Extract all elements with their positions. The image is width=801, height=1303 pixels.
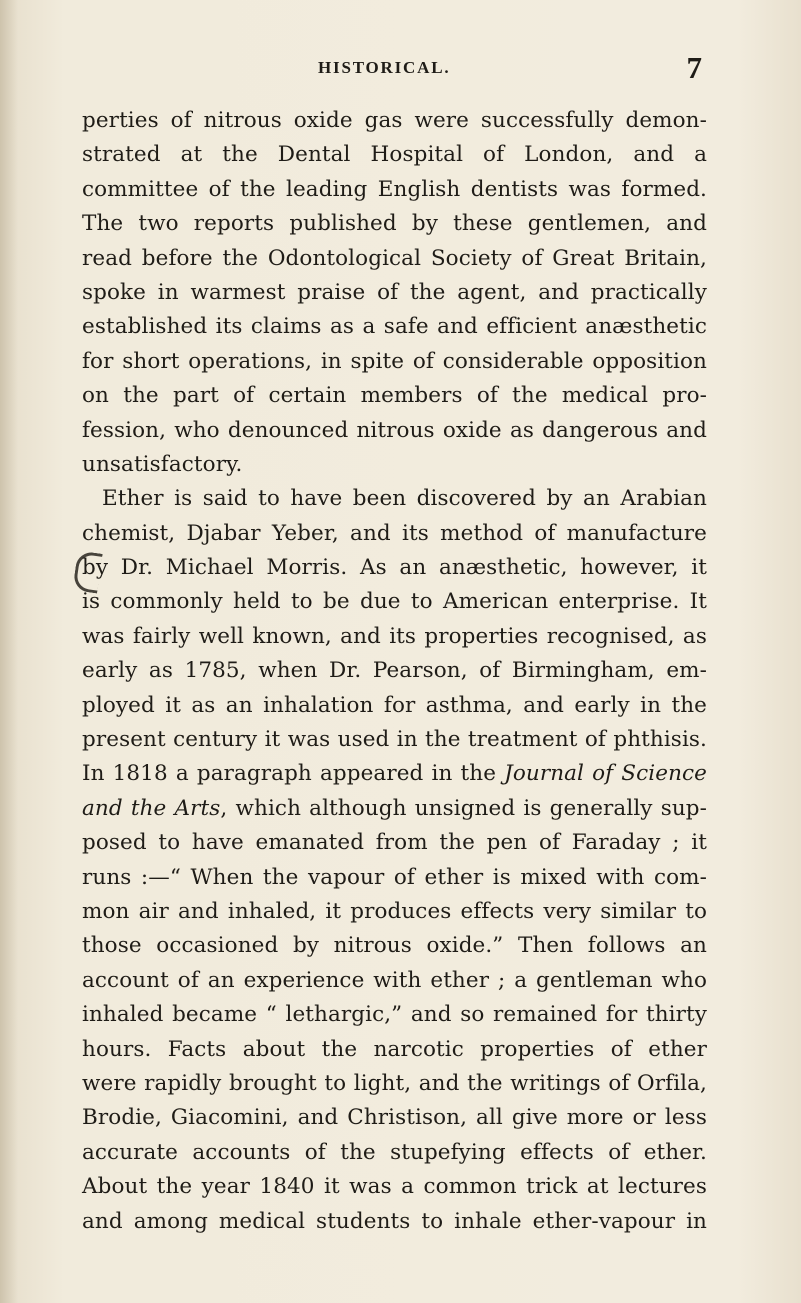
- running-title: HISTORICAL.: [318, 58, 451, 77]
- text-line: is commonly held to be due to American enterprise. It: [82, 589, 707, 615]
- paragraph-start-line: Ether is said to have been discovered by an Arabian: [102, 486, 707, 512]
- text-line: runs :—“ When the vapour of ether is mixed with com-: [82, 864, 707, 890]
- text-line: on the part of certain members of the medical pro-: [82, 383, 707, 409]
- text-line: early as 1785, when Dr. Pearson, of Birmingham, em-: [82, 658, 707, 684]
- running-head: [82, 50, 702, 95]
- journal-line-text: In 1818 a paragraph appeared in the: [82, 761, 505, 787]
- journal-reference-line: [82, 757, 707, 791]
- page-number: 7: [686, 50, 702, 85]
- text-line: present century it was used in the treatment of phthisis.: [82, 727, 707, 753]
- text-line: was fairly well known, and its properties recognised, as: [82, 623, 707, 649]
- text-line: The two reports published by these gentlemen, and: [82, 211, 707, 237]
- text-line: accurate accounts of the stupefying effects of ether.: [82, 1139, 707, 1165]
- text-line: inhaled became “ lethargic,” and so remained for thirty: [82, 1002, 707, 1028]
- journal-title-italic-continued: and the Arts: [82, 795, 221, 821]
- text-line: mon air and inhaled, it produces effects very similar to: [82, 898, 707, 924]
- text-line: by Dr. Michael Morris. As an anæsthetic, however, it: [82, 555, 707, 581]
- body-text: [82, 104, 707, 1239]
- text-line: unsatisfactory.: [82, 451, 243, 477]
- text-line: perties of nitrous oxide gas were successfully demon-: [82, 108, 707, 133]
- text-line: those occasioned by nitrous oxide.” Then follows an: [82, 933, 707, 959]
- text-line: for short operations, in spite of considerable opposition: [82, 348, 707, 374]
- text-line: and among medical students to inhale ether-vapour in: [82, 1208, 707, 1234]
- journal-title-continuation-line: [82, 792, 707, 826]
- text-line: strated at the Dental Hospital of London, and a: [82, 142, 707, 168]
- page-gutter-shadow: [0, 0, 18, 1303]
- text-line: chemist, Djabar Yeber, and its method of manufacture: [82, 520, 707, 546]
- text-line: account of an experience with ether ; a gentleman who: [82, 967, 707, 993]
- text-line: Brodie, Giacomini, and Christison, all give more or less: [82, 1105, 707, 1131]
- journal-continuation-text: , which although unsigned is generally sup-: [220, 795, 708, 821]
- text-line: About the year 1840 it was a common trick at lectures: [82, 1174, 707, 1200]
- text-line: posed to have emanated from the pen of Faraday ; it: [82, 830, 707, 856]
- text-line: fession, who denounced nitrous oxide as dangerous and: [82, 417, 707, 443]
- text-line: hours. Facts about the narcotic properties of ether: [82, 1036, 707, 1062]
- text-line: ployed it as an inhalation for asthma, and early in the: [82, 692, 707, 718]
- text-line: were rapidly brought to light, and the writings of Orfila,: [82, 1070, 707, 1096]
- text-line: established its claims as a safe and efficient anæsthetic: [82, 314, 707, 340]
- text-line: read before the Odontological Society of Great Britain,: [82, 245, 707, 271]
- journal-title-italic: Journal of Science: [504, 761, 707, 787]
- text-line: spoke in warmest praise of the agent, and practically: [82, 279, 707, 305]
- text-line: committee of the leading English dentists was formed.: [82, 176, 707, 202]
